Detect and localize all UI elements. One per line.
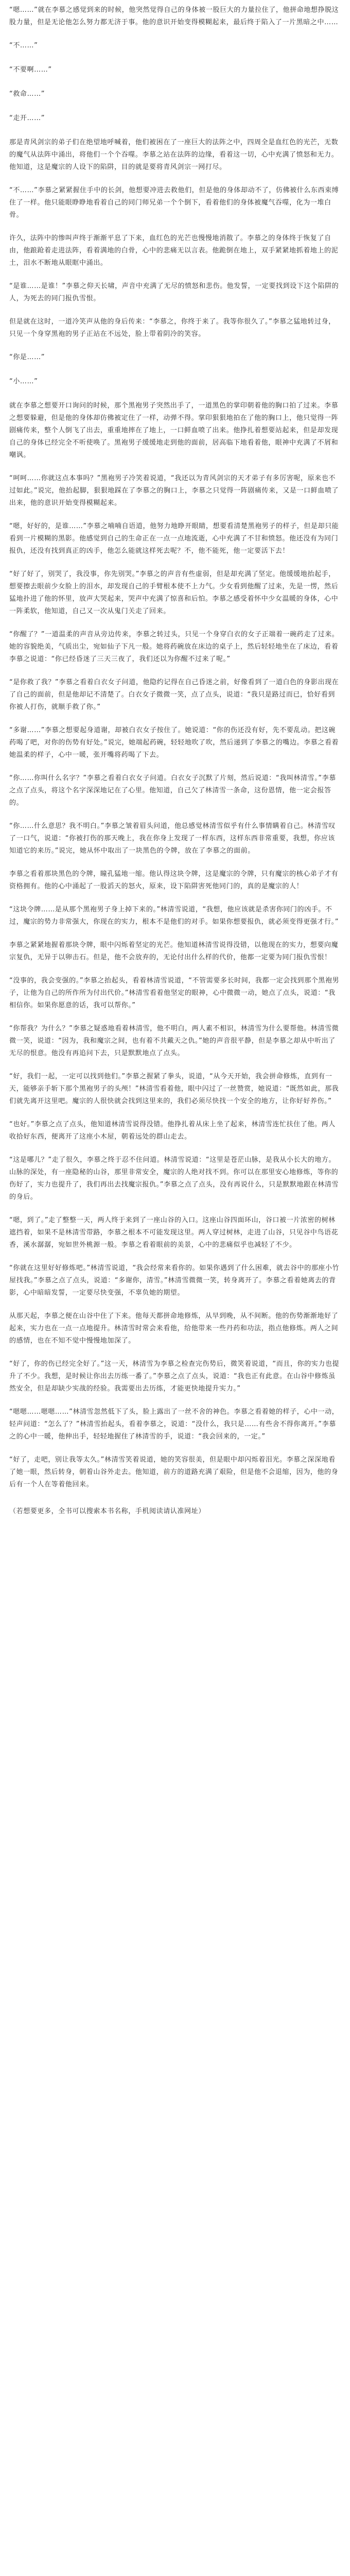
article-paragraph: “你……你叫什么名字？”李慕之看着白衣女子问道。白衣女子沉默了片刻，然后说道：“我叫林清雪。”李慕之点了点头，将这个名字深深地记在了心里。他知道，自己欠了林清雪一条命，这份恩情，他一定会报答的。 [9,774,336,807]
article-paragraph: “不……” [9,42,38,49]
article-paragraph: “嗯，到了。”走了整整一天，两人终于来到了一座山谷的入口。这座山谷四面环山，谷口被一片浓密的树林遮挡着，如果不是林清雪带路，李慕之根本不可能发现这里。两人穿过树林，走进了山谷，只见谷中鸟语花香，溪水潺潺，宛如世外桃源一般。李慕之看着眼前的美景，心中的悲痛似乎也减轻了不少。 [9,1216,339,1249]
article-paragraph: 李慕之看着那块黑色的令牌，瞳孔猛地一缩。他认得这块令牌，这是魔宗的令牌，只有魔宗的核心弟子才有资格拥有。他的心中涌起了一股滔天的怒火，原来，设下陷阱害死他同门的，真的是魔宗的人！ [9,870,339,890]
article-paragraph: “嗯，好好的，是谁……”李慕之喃喃自语道，他努力地睁开眼睛，想要看清楚黑袍男子的样子，但是却只能看到一片模糊的黑影。他感觉到自己的生命正在一点一点地流逝，心中充满了不甘和愤怒。他还没有为同门报仇，还没有找到真正的凶手，他怎么能就这样死去呢？不，他不能死，他一定要活下去！ [9,522,339,555]
article-body [9,4,341,1518]
article-paragraph: 李慕之紧紧地握着那块令牌，眼中闪烁着坚定的光芒。他知道林清雪说得没错，以他现在的实力，想要向魔宗复仇，无异于以卵击石。但是，他不会放弃的，无论付出什么样的代价，他都一定要为同门报仇雪恨！ [9,941,339,961]
article-paragraph: 许久，法阵中的惨叫声终于渐渐平息了下来，血红色的光芒也慢慢地消散了。李慕之的身体终于恢复了自由，他踉跄着走进法阵，看着满地的白骨，心中的悲痛无以言表。他跪倒在地上，双手紧紧地抓着地上的泥土，泪水不断地从眼眶中涌出。 [9,234,339,267]
article-paragraph: “嗯嗯……嗯嗯……”林清雪忽然低下了头，脸上露出了一丝不舍的神色。李慕之看着她的样子，心中一动，轻声问道：“怎么了？”林清雪抬起头，看着李慕之，说道：“没什么，我只是……有些舍不得你离开。”李慕之的心中一暖，他伸出手，轻轻地握住了林清雪的手，说道：“我会回来的，一定。” [9,1408,339,1440]
article-paragraph: “这是哪儿？”走了很久，李慕之终于忍不住问道。林清雪说道：“这里是苍茫山脉，是我从小长大的地方。山脉的深处，有一座隐秘的山谷，那里非常安全，魔宗的人绝对找不到。你可以在那里安心地修炼，等你的伤好了，实力也提升了，我们再出去找魔宗报仇。”李慕之点了点头，没有再说什么，只是默默地跟在林清雪的身后。 [9,1156,339,1201]
article-paragraph: “小……” [9,378,38,385]
article-paragraph: 从那天起，李慕之便在山谷中住了下来。他每天都拼命地修炼，从早到晚，从不间断。他的伤势渐渐地好了起来，实力也在一点一点地提升。林清雪时常会来看他，给他带来一些丹药和功法，指点他修炼。两人之间的感情，也在不知不觉中慢慢地加深了。 [9,1312,339,1345]
article-paragraph: 但是就在这时，一道冷笑声从他的身后传来：“李慕之，你终于来了。我等你很久了。”李慕之猛地转过身，只见一个身穿黑袍的男子正站在不远处，脸上带着阴冷的笑容。 [9,318,336,338]
article-paragraph: “好了好了，别哭了，我没事，你先别哭。”李慕之的声音有些虚弱，但是却充满了坚定。他缓缓地抬起手，想要擦去眼前少女脸上的泪水，却发现自己的手臂根本使不上力气。少女看到他醒了过来，先是一愣，然后猛地扑进了他的怀里，放声大哭起来，哭声中充满了惊喜和后怕。李慕之感受着怀中少女温暖的身体，心中一阵柔软，他知道，自己又一次从鬼门关走了回来。 [9,570,339,615]
article-paragraph: “是你救了我？”李慕之看着白衣女子问道，他隐约记得在自己昏迷之前，好像看到了一道白色的身影出现在了自己的面前，但是他却记不清楚了。白衣女子微微一笑，点了点头，说道：“我只是路过而已，恰好看到你被人打伤，就顺手救了你。” [9,679,339,711]
article-paragraph: “也好。”李慕之点了点头，他知道林清雪说得没错。他挣扎着从床上坐了起来，林清雪连忙扶住了他。两人收拾好东西，便离开了这座小木屋，朝着远处的群山走去。 [9,1121,336,1141]
article-paragraph: “这块令牌……是从那个黑袍男子身上掉下来的。”林清雪说道，“我想，他应该就是杀害你同门的凶手。不过，魔宗的势力非常强大，你现在的实力，根本不是他们的对手。如果你想要报仇，就必须变得更强才行。” [9,906,339,926]
article-paragraph: “你就在这里好好修炼吧。”林清雪说道，“我会经常来看你的。如果你遇到了什么困难，就去谷中的那座小竹屋找我。”李慕之点了点头，说道：“多谢你，清雪。”林清雪微微一笑，转身离开了。李慕之看着她离去的背影，心中暗暗发誓，一定要尽快变强，不辜负她的期望。 [9,1264,340,1297]
article-paragraph: “你……什么意思？我不明白。”李慕之皱着眉头问道，他总感觉林清雪似乎有什么事情瞒着自己。林清雪叹了一口气，说道：“你被打伤的那天晚上，我在你身上发现了一样东西，这样东西非常重要，我想，你应该知道它的来历。”说完，她从怀中取出了一块黑色的令牌，放在了李慕之的面前。 [9,822,336,855]
article-paragraph: “走开……” [9,114,45,122]
article-paragraph: “你帮我？为什么？”李慕之疑惑地看着林清雪，他不明白，两人素不相识，林清雪为什么要帮他。林清雪微微一笑，说道：“因为，我和魔宗之间，也有着不共戴天之仇。”她的声音很平静，但是李慕之却从中听出了无尽的恨意。他没有再追问下去，只是默默地点了点头。 [9,1025,339,1057]
article-paragraph: “你是……” [9,353,45,361]
article-paragraph: “是谁……是谁！”李慕之仰天长啸，声音中充满了无尽的愤怒和悲伤。他发誓，一定要找到设下这个陷阱的人，为死去的同门报仇雪恨。 [9,282,339,302]
article-paragraph: “好了，你的伤已经完全好了。”这一天，林清雪为李慕之检查完伤势后，微笑着说道，“而且，你的实力也提升了不少。我想，是时候让你出去历练一番了。”李慕之点了点头，说道：“我也正有此意。在山谷中修炼虽然安全，但是却缺少实战的经验。我需要出去历练，才能更快地提升实力。” [9,1360,340,1393]
article-paragraph: “不……”李慕之紧紧握住手中的长剑，他想要冲进去救他们，但是他的身体却动不了，仿佛被什么东西束缚住了一样。他只能眼睁睁地看着自己的同门师兄弟一个个倒下，看着他们的身体被魔气吞噬，化为一堆白骨。 [9,187,339,219]
article-paragraph: “救命……” [9,90,45,98]
article-paragraph: “你醒了？”一道温柔的声音从旁边传来，李慕之转过头，只见一个身穿白衣的女子正端着一碗药走了过来。她的容貌绝美，气质出尘，宛如仙子下凡一般。她将药碗放在床边的桌子上，然后轻轻地坐在了床边，看着李慕之说道：“你已经昏迷了三天三夜了，我们还以为你醒不过来了呢。” [9,631,339,663]
article-paragraph: “不要啊……” [9,66,52,74]
article-paragraph: “没事的，我会变强的。”李慕之抬起头，看着林清雪说道，“不管需要多长时间，我都一定会找到那个黑袍男子，让他为自己的所作所为付出代价。”林清雪看着他坚定的眼神，心中微微一动，她点了点头，说道：“我相信你。如果你愿意的话，我可以帮你。” [9,977,340,1009]
article-paragraph: “多谢……”李慕之想要起身道谢，却被白衣女子按住了。她说道：“你的伤还没有好，先不要乱动。把这碗药喝了吧，对你的伤势有好处。”说完，她端起药碗，轻轻地吹了吹，然后递到了李慕之的嘴边。李慕之看着她温柔的样子，心中一暖，张开嘴将药喝了下去。 [9,726,339,759]
article-paragraph: “呵呵……你就这点本事吗？”黑袍男子冷笑着说道，“我还以为青风剑宗的天才弟子有多厉害呢，原来也不过如此。”说完，他抬起脚，狠狠地踩在了李慕之的胸口上，李慕之只觉得一阵剧痛传来，又是一口鲜血喷了出来，他的意识开始变得模糊起来。 [9,474,339,507]
article-paragraph: （若想要更多，全书可以搜索本书名称，手机阅读请认准网址） [9,1507,205,1515]
article-paragraph: “嗯……”就在李慕之感觉到来的时候，他突然觉得自己的身体被一股巨大的力量拉住了，他拼命地想挣脱这股力量，但是无论他怎么努力都无济于事。他的意识开始变得模糊起来，最后终于陷入了一片黑暗之中…… [9,6,339,26]
article-paragraph: 那是青风剑宗的弟子们在绝望地呼喊着，他们被困在了一座巨大的法阵之中，四周全是血红色的光芒，无数的魔气从法阵中涌出，将他们一个个吞噬。李慕之站在法阵的边缘，看着这一切，心中充满了愤怒和无力。他知道，这是魔宗的人设下的陷阱，目的就是要将青风剑宗一网打尽。 [9,139,339,171]
article-paragraph: “好了，走吧，别让我等太久。”林清雪笑着说道，她的笑容很美，但是眼中却闪烁着泪光。李慕之深深地看了她一眼，然后转身，朝着山谷外走去。他知道，前方的道路充满了艰险，但是他不会退缩，因为，他的身后有一个人在等着他回来。 [9,1456,339,1488]
article-paragraph: 就在李慕之想要开口询问的时候，那个黑袍男子突然出手了，一道黑色的掌印朝着他的胸口拍了过来。李慕之想要躲避，但是他的身体却仿佛被定住了一样，动弹不得。掌印狠狠地拍在了他的胸口上，他只觉得一阵剧痛传来，整个人倒飞了出去，重重地摔在了地上，一口鲜血喷了出来。他挣扎着想要站起来，但是却发现自己的身体已经完全不听使唤了。黑袍男子缓缓地走到他的面前，居高临下地看着他，眼神中充满了不屑和嘲讽。 [9,402,339,459]
article-paragraph: “好，我们一起，一定可以找到他们。”李慕之握紧了拳头，说道，“从今天开始，我会拼命修炼，直到有一天，能够亲手斩下那个黑袍男子的头颅！”林清雪看着他，眼中闪过了一丝赞赏，她说道：“既然如此，那我们就先离开这里吧。魔宗的人很快就会找到这里来的，我们必须尽快找一个安全的地方，让你好好养伤。” [9,1073,339,1105]
